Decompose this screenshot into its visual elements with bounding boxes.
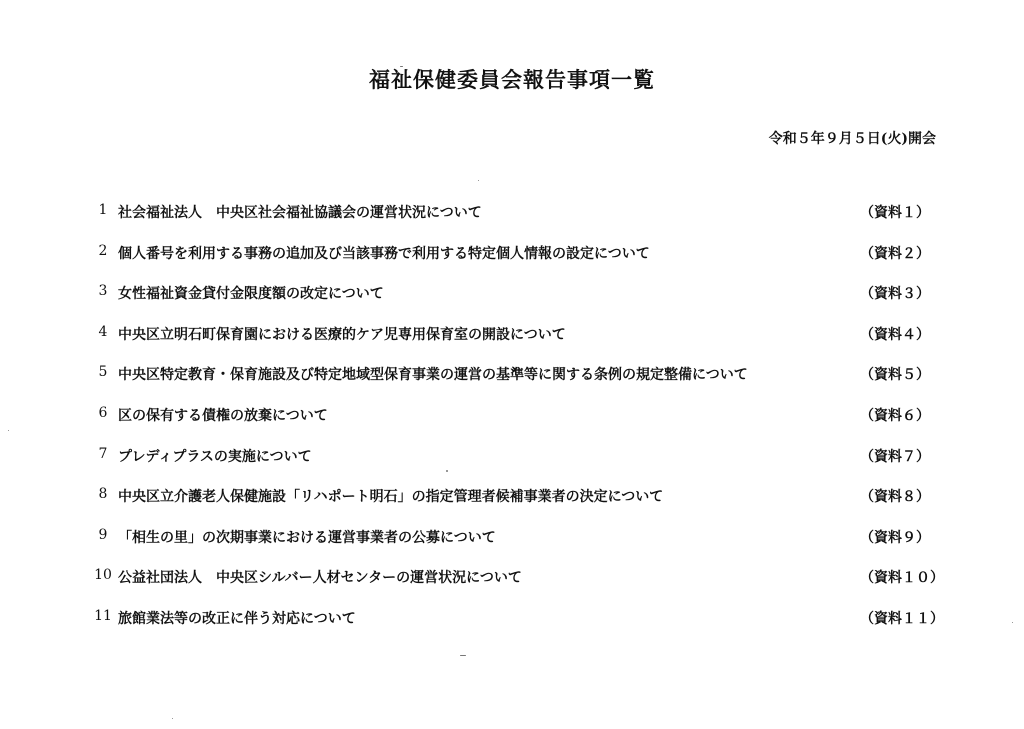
report-item: [92, 567, 942, 608]
item-reference: （資料２）: [860, 245, 930, 262]
scan-speck: [1012, 622, 1013, 623]
item-number: 7: [98, 445, 108, 462]
item-number: 3: [98, 283, 108, 300]
report-item: [92, 324, 942, 365]
scan-speck: [478, 180, 479, 181]
item-reference: （資料９）: [860, 529, 930, 546]
item-number: 10: [94, 567, 112, 584]
report-item: [92, 283, 942, 324]
item-number: 11: [94, 607, 112, 624]
item-number: 1: [98, 202, 108, 218]
item-number: 8: [98, 486, 108, 503]
item-title: 区の保有する債権の放棄について: [118, 407, 328, 424]
item-reference: （資料３）: [860, 286, 930, 303]
item-number: 6: [98, 404, 108, 421]
item-number: 5: [98, 364, 108, 381]
report-item-list: [92, 202, 942, 649]
scan-speck: [460, 655, 466, 656]
item-reference: （資料６）: [860, 407, 930, 424]
item-title: 社会福祉法人 中央区社会福祉協議会の運営状況について: [118, 205, 482, 221]
scan-speck: [400, 66, 403, 67]
item-reference: （資料１１）: [860, 610, 944, 627]
report-item: [92, 202, 942, 243]
document-title: 福祉保健委員会報告事項一覧: [369, 67, 655, 92]
item-title: 「相生の里」の次期事業における運営事業者の公募について: [118, 529, 496, 546]
scan-speck: [172, 718, 173, 719]
scan-speck: [446, 470, 448, 472]
report-item: [92, 243, 942, 284]
item-reference: （資料５）: [860, 367, 930, 384]
item-number: 4: [98, 323, 108, 340]
item-reference: （資料４）: [860, 326, 930, 343]
scan-speck: [8, 430, 9, 431]
item-title: 公益社団法人 中央区シルバー人材センターの運営状況について: [118, 570, 522, 587]
report-item: [92, 364, 942, 405]
meeting-date: 令和５年９月５日(火)開会: [768, 131, 936, 147]
report-item: [92, 608, 942, 649]
item-number: 9: [98, 526, 108, 543]
item-reference: （資料１０）: [860, 570, 944, 587]
item-title: プレディプラスの実施について: [118, 448, 312, 465]
item-title: 個人番号を利用する事務の追加及び当該事務で利用する特定個人情報の設定について: [118, 245, 650, 262]
report-item: [92, 486, 942, 527]
report-item: [92, 446, 942, 487]
report-item: [92, 405, 942, 446]
item-title: 旅館業法等の改正に伴う対応について: [118, 610, 356, 627]
item-reference: （資料７）: [860, 448, 930, 465]
item-reference: （資料８）: [860, 489, 930, 506]
item-reference: （資料１）: [860, 205, 930, 221]
item-title: 中央区立介護老人保健施設「リハポート明石」の指定管理者候補事業者の決定について: [118, 489, 664, 506]
item-title: 中央区立明石町保育園における医療的ケア児専用保育室の開設について: [118, 326, 566, 343]
item-title: 女性福祉資金貸付金限度額の改定について: [118, 286, 384, 303]
report-item: [92, 527, 942, 568]
item-title: 中央区特定教育・保育施設及び特定地域型保育事業の運営の基準等に関する条例の規定整備について: [118, 367, 748, 384]
item-number: 2: [98, 242, 108, 259]
